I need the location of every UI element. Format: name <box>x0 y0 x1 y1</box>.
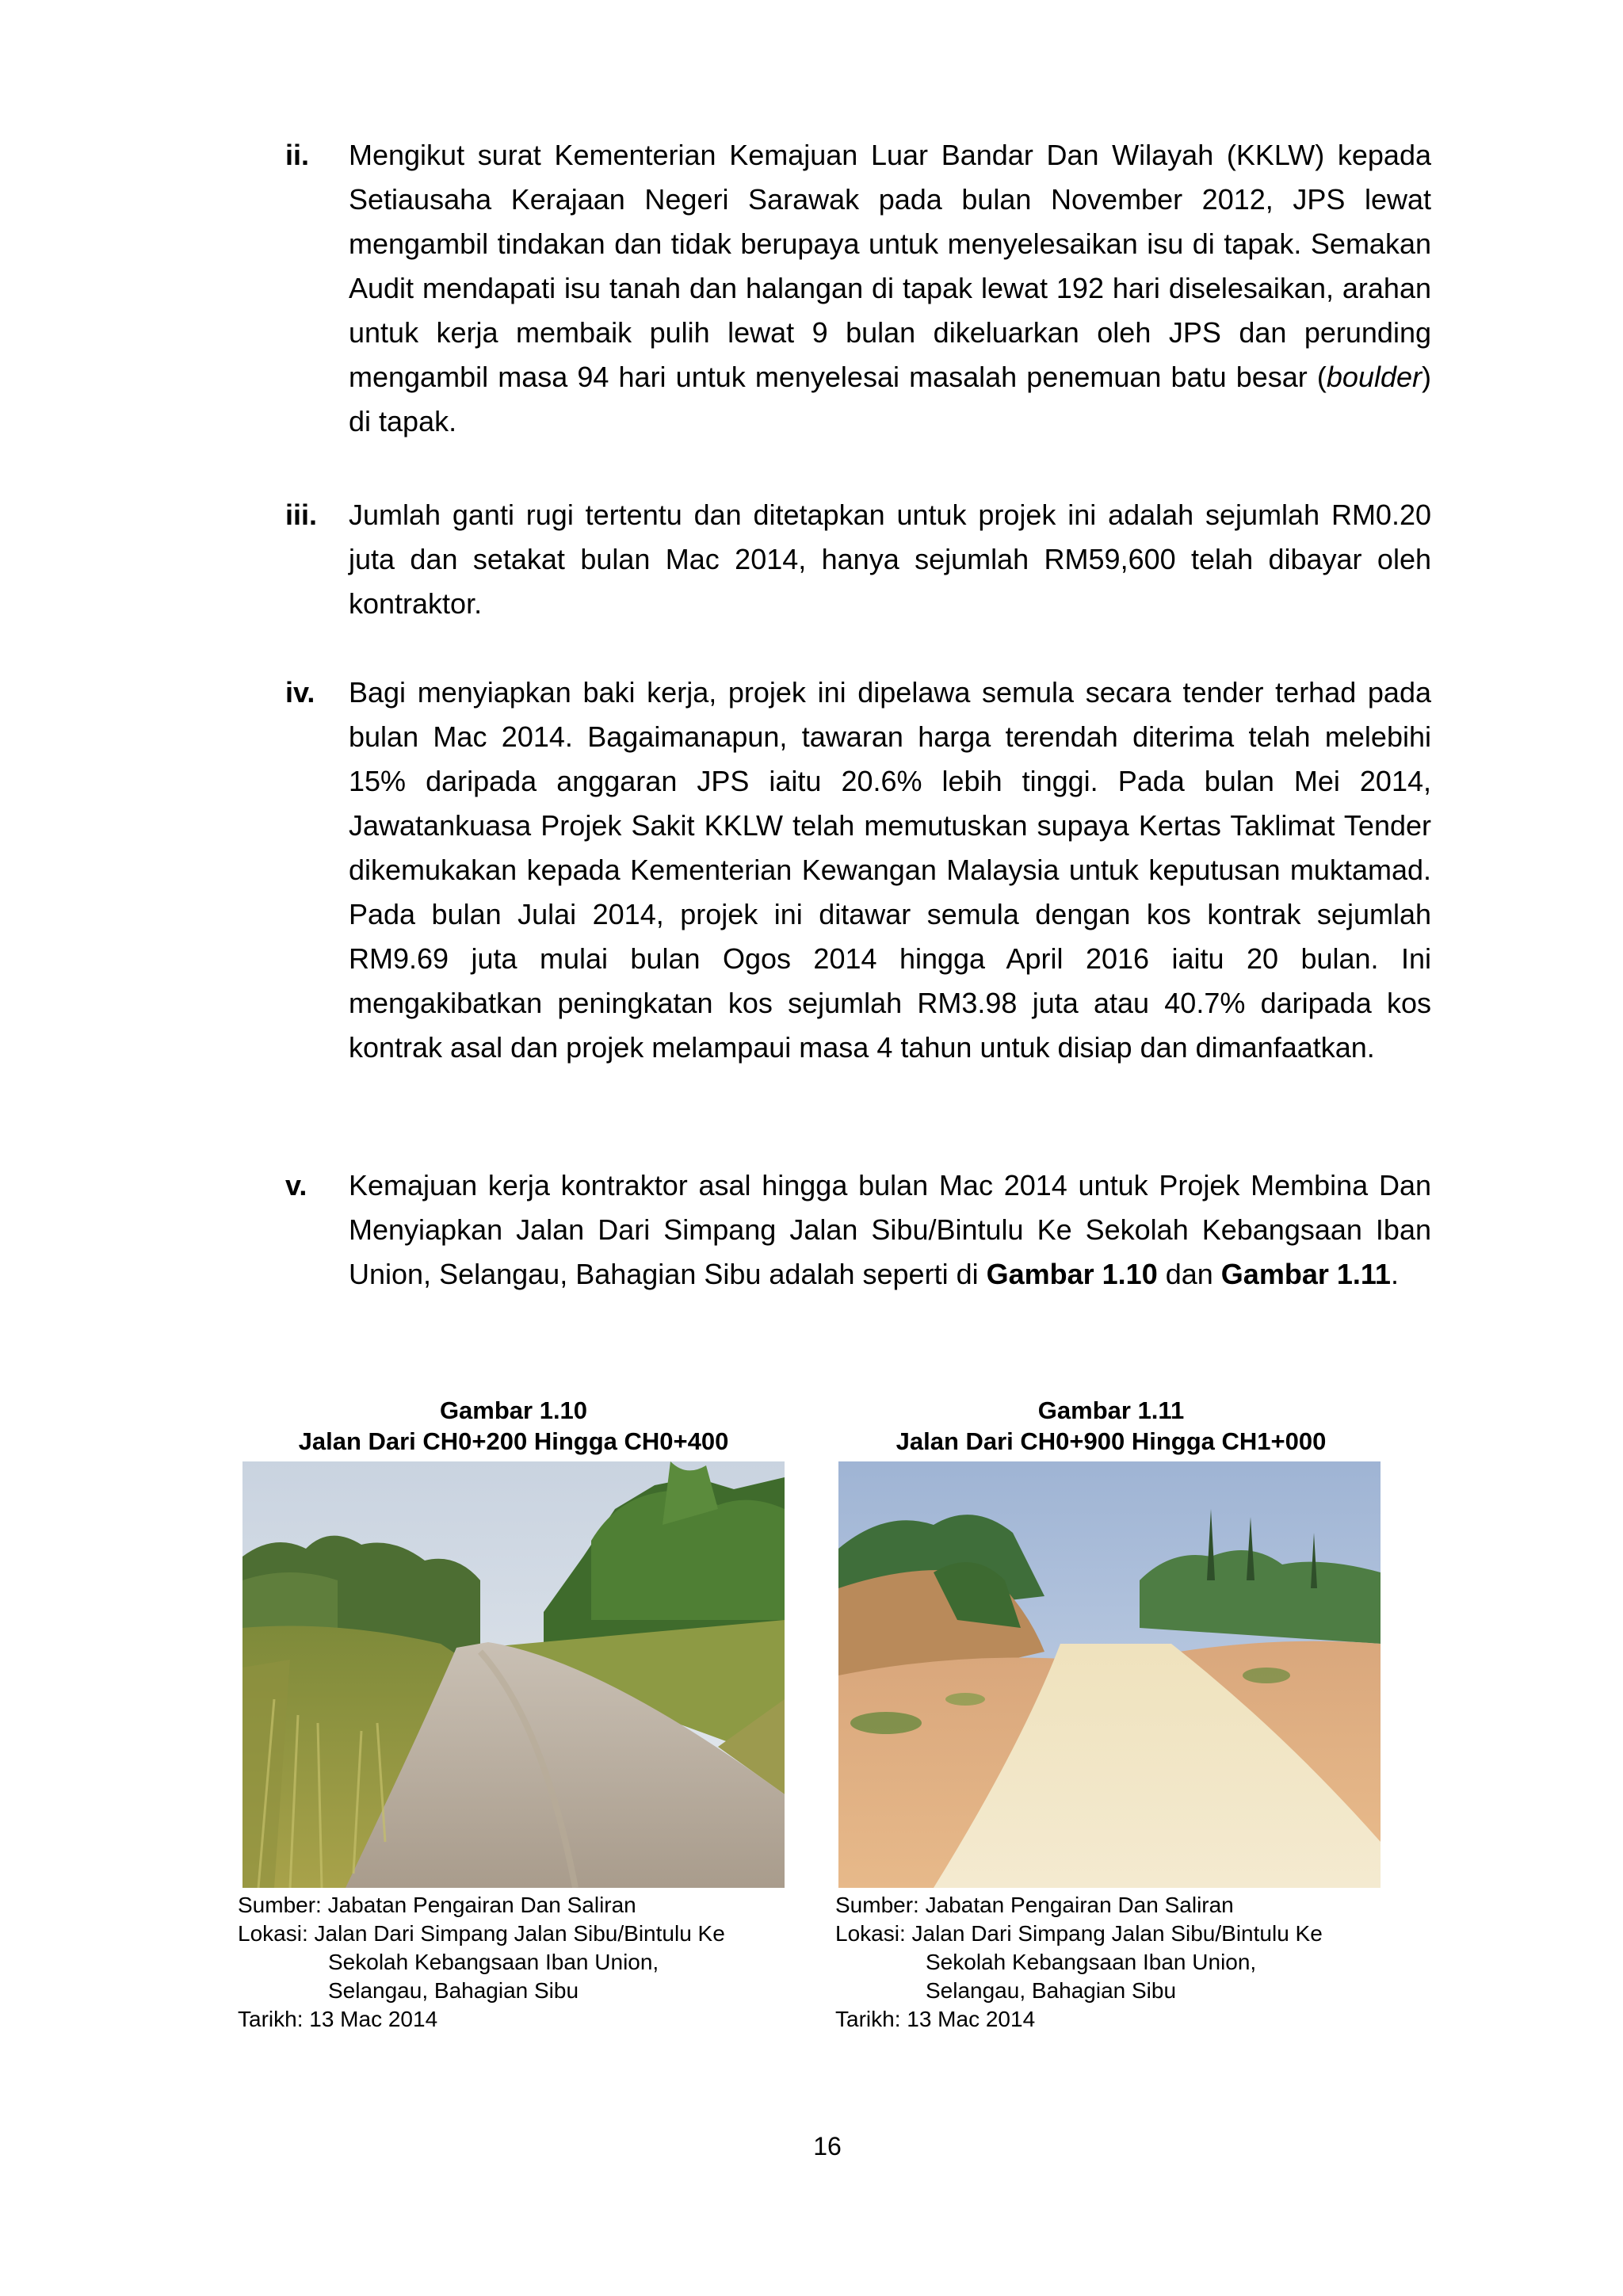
figure-title <box>236 1395 791 1457</box>
paragraph-segment: ) di tapak. <box>349 361 1431 437</box>
figure-subtitle: Jalan Dari CH0+900 Hingga CH1+000 <box>896 1427 1327 1455</box>
figure-caption <box>238 1891 840 2034</box>
paragraph-segment: Mengikut surat Kementerian Kemajuan Luar Bandar Dan Wilayah (KKLW) kepada Setiausaha Kerajaan Negeri Sarawak pada bulan November 2012, JPS lewat mengambil tindakan dan tidak berupaya untuk menyelesaikan isu di tapak. Semakan Audit mendapati isu tanah dan halangan di tapak lewat 192 hari diselesaikan, arahan untuk kerja membaik pulih lewat 9 bulan dikeluarkan oleh JPS dan perunding mengambil masa 94 hari untuk menyelesai masalah penemuan batu besar ( <box>349 139 1431 393</box>
paragraph-segment: Kemajuan kerja kontraktor asal hingga bulan Mac 2014 untuk Projek Membina Dan Menyiapkan Jalan Dari Simpang Jalan Sibu/Bintulu Ke Sekolah Kebangsaan Iban Union, Selangau, Bahagian Sibu adalah seperti di <box>349 1169 1431 1290</box>
caption-source: Sumber: Jabatan Pengairan Dan Saliran <box>835 1893 1234 1917</box>
paragraph-segment: Gambar 1.11 <box>1220 1258 1391 1290</box>
caption-location: Lokasi: Jalan Dari Simpang Jalan Sibu/Bintulu Ke <box>835 1921 1323 1946</box>
paragraph-segment: boulder <box>1326 361 1422 393</box>
item-paragraph <box>349 1163 1431 1297</box>
page-number: 16 <box>813 2132 842 2160</box>
caption-date: Tarikh: 13 Mac 2014 <box>238 2007 438 2031</box>
paragraph-segment: Gambar 1.10 <box>986 1258 1158 1290</box>
item-marker: ii. <box>285 139 310 171</box>
paragraph-segment: dan <box>1157 1258 1221 1290</box>
item-paragraph <box>349 133 1431 444</box>
item-marker: iv. <box>285 676 315 709</box>
road-photo-grassy <box>242 1461 785 1888</box>
caption-location-line: Selangau, Bahagian Sibu <box>926 1978 1177 2003</box>
paragraph-segment: . <box>1390 1258 1399 1290</box>
item-paragraph <box>349 670 1431 1070</box>
figure-1-10 <box>236 1395 838 2031</box>
caption-location: Lokasi: Jalan Dari Simpang Jalan Sibu/Bintulu Ke <box>238 1921 725 1946</box>
figure-title <box>834 1395 1388 1457</box>
item-marker: v. <box>285 1169 307 1201</box>
item-marker: iii. <box>285 499 318 531</box>
caption-location-line: Sekolah Kebangsaan Iban Union, <box>328 1950 659 1974</box>
caption-location-line: Sekolah Kebangsaan Iban Union, <box>926 1950 1257 1974</box>
caption-date: Tarikh: 13 Mac 2014 <box>835 2007 1036 2031</box>
figure-number: Gambar 1.10 <box>439 1396 588 1424</box>
figure-number: Gambar 1.11 <box>1037 1396 1185 1424</box>
caption-location-line: Selangau, Bahagian Sibu <box>328 1978 579 2003</box>
figure-1-11 <box>834 1395 1436 2031</box>
road-photo-cleared <box>838 1461 1381 1888</box>
paragraph-segment: Bagi menyiapkan baki kerja, projek ini dipelawa semula secara tender terhad pada bulan Mac 2014. Bagaimanapun, tawaran harga terendah diterima telah melebihi 15% daripada anggaran JPS iaitu 20.6% lebih tinggi. Pada bulan Mei 2014, Jawatankuasa Projek Sakit KKLW telah memutuskan supaya Kertas Taklimat Tender dikemukakan kepada Kementerian Kewangan Malaysia untuk keputusan muktamad. Pada bulan Julai 2014, projek ini ditawar semula dengan kos kontrak sejumlah RM9.69 juta mulai bulan Ogos 2014 hingga April 2016 iaitu 20 bulan. Ini mengakibatkan peningkatan kos sejumlah RM3.98 juta atau 40.7% daripada kos kontrak asal dan projek melampaui masa 4 tahun untuk disiap dan dimanfaatkan. <box>349 676 1431 1064</box>
photo-illustration <box>838 1461 1381 1888</box>
figure-caption <box>835 1891 1438 2034</box>
item-paragraph <box>349 493 1431 626</box>
caption-source: Sumber: Jabatan Pengairan Dan Saliran <box>238 1893 636 1917</box>
photo-illustration <box>242 1461 785 1888</box>
figure-subtitle: Jalan Dari CH0+200 Hingga CH0+400 <box>298 1427 729 1455</box>
paragraph-segment: Jumlah ganti rugi tertentu dan ditetapkan untuk projek ini adalah sejumlah RM0.20 juta dan setakat bulan Mac 2014, hanya sejumlah RM59,600 telah dibayar oleh kontraktor. <box>349 499 1431 620</box>
